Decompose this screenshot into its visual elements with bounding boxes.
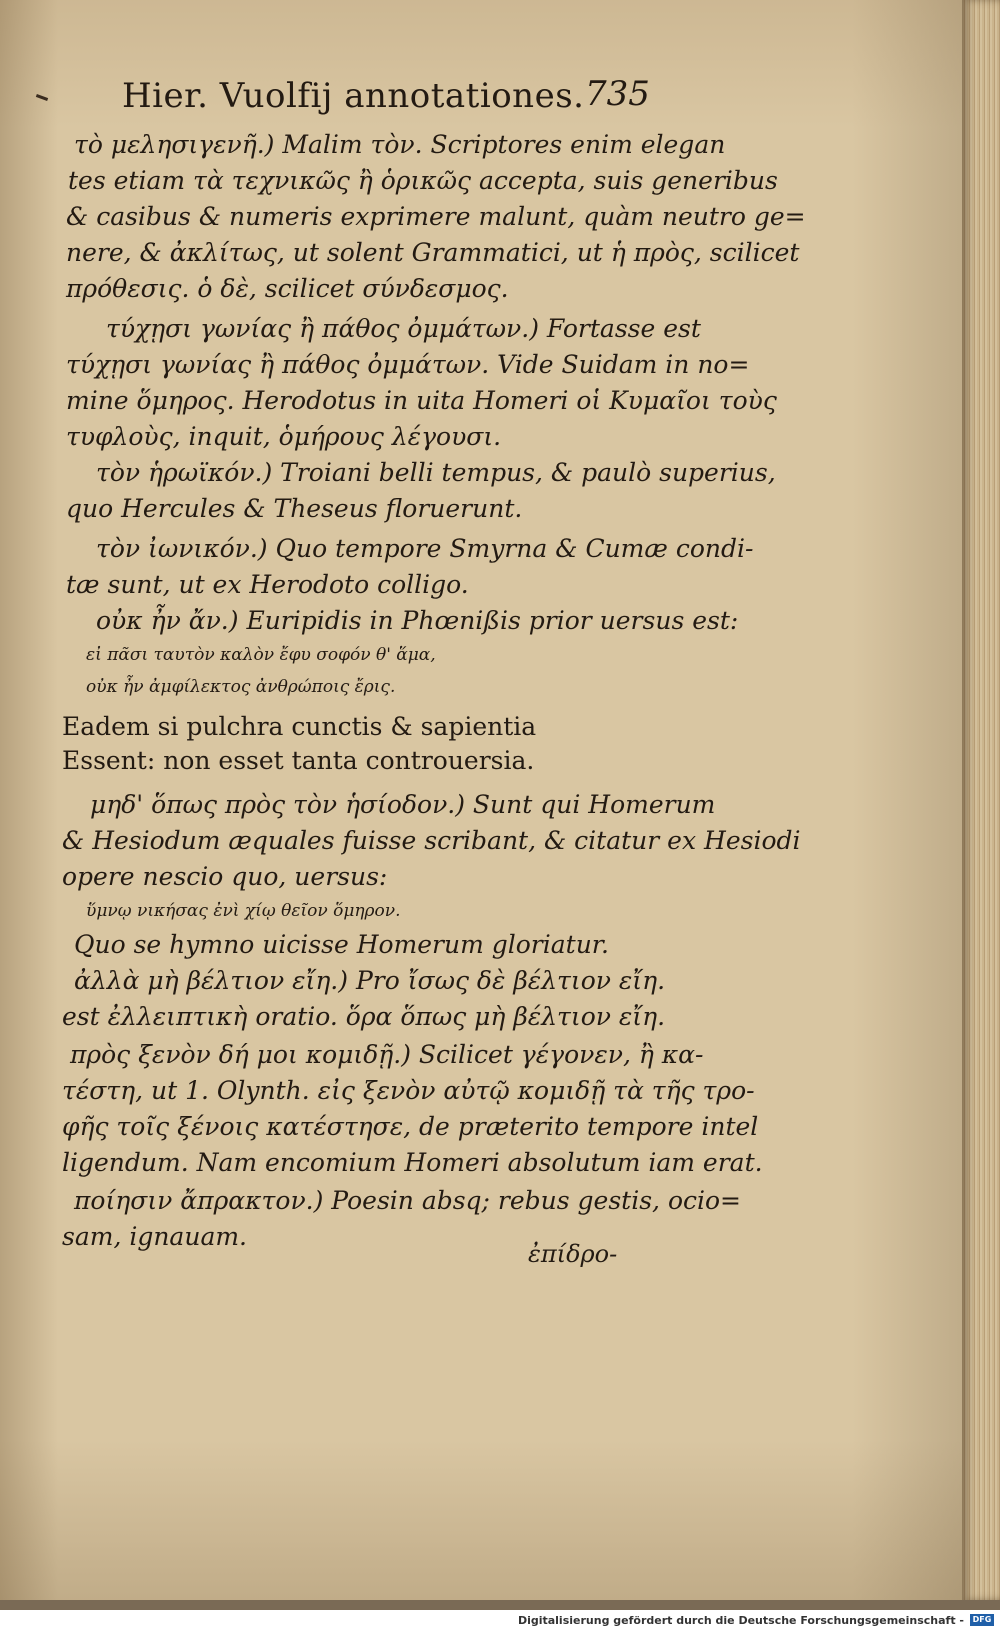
text-line: τέστη, ut 1. Olynth. εἰς ξενὸν αὐτῷ κομιδῇ τὰ τῆς τρο- bbox=[62, 1076, 755, 1105]
text-line: est ἐλλειπτικὴ oratio. ὅρα ὅπως μὴ βέλτιον εἴη. bbox=[62, 1002, 666, 1031]
text-line: εἰ πᾶσι ταυτὸν καλὸν ἔφυ σοφόν θ' ἅμα, bbox=[86, 645, 436, 665]
text-line: τὸ μελησιγενῆ.) Malim τὸν. Scriptores enim elegan bbox=[74, 130, 726, 159]
text-line: nere, & ἀκλίτως, ut solent Grammatici, ut ἡ πρὸς, scilicet bbox=[66, 238, 800, 267]
text-line: Eadem si pulchra cunctis & sapientia bbox=[62, 712, 537, 741]
text-line: φῆς τοῖς ξένοις κατέστησε, de præterito tempore intel bbox=[62, 1112, 759, 1141]
text-line: οὐκ ἦν ἄν.) Euripidis in Phœnißis prior uersus est: bbox=[96, 606, 739, 635]
folio-number: 735 bbox=[585, 74, 650, 114]
text-line: τὸν ἰωνικόν.) Quo tempore Smyrna & Cumæ condi- bbox=[96, 534, 754, 563]
text-line: πρόθεσις. ὁ δὲ, scilicet σύνδεσμος. bbox=[66, 274, 509, 303]
text-line: quo Hercules & Theseus floruerunt. bbox=[66, 494, 523, 523]
footer-credit: Digitalisierung gefördert durch die Deutsche Forschungsgemeinschaft - bbox=[517, 1614, 964, 1627]
text-line: οὐκ ἦν ἀμφίλεκτος ἀνθρώποις ἔρις. bbox=[86, 677, 396, 697]
text-line: tæ sunt, ut ex Herodoto colligo. bbox=[66, 570, 469, 599]
text-line: ὕμνῳ νικήσας ἐνὶ χίῳ θεῖον ὅμηρον. bbox=[86, 901, 401, 921]
margin-mark bbox=[36, 94, 48, 101]
text-line: & Hesiodum æquales fuisse scribant, & citatur ex Hesiodi bbox=[62, 826, 801, 855]
text-line: ἀλλὰ μὴ βέλτιον εἴη.) Pro ἴσως δὲ βέλτιον εἴη. bbox=[74, 966, 666, 995]
text-line: ποίησιν ἄπρακτον.) Poesin absq; rebus gestis, ocio= bbox=[74, 1186, 741, 1215]
running-title: Hier. Vuolfij annotationes. bbox=[122, 76, 585, 116]
page-fore-edge bbox=[962, 0, 1000, 1600]
text-line: τυφλοὺς, inquit, ὁμήρους λέγουσι. bbox=[66, 422, 502, 451]
text-line: & casibus & numeris exprimere malunt, quàm neutro ge= bbox=[66, 202, 806, 231]
text-line: Quo se hymno uicisse Homerum gloriatur. bbox=[74, 930, 609, 959]
text-line: opere nescio quo, uersus: bbox=[62, 862, 388, 891]
text-line: tes etiam τὰ τεχνικῶς ἢ ὁρικῶς accepta, suis generibus bbox=[68, 166, 778, 195]
text-line: τύχῃσι γωνίας ἢ πάθος ὀμμάτων. Vide Suidam in no= bbox=[66, 350, 750, 379]
text-line: τὸν ἡρωϊκόν.) Troiani belli tempus, & paulò superius, bbox=[96, 458, 776, 487]
text-line: mine ὅμηρος. Herodotus in uita Homeri οἱ Κυμαῖοι τοὺς bbox=[66, 386, 777, 415]
text-line: τύχῃσι γωνίας ἢ πάθος ὀμμάτων.) Fortasse est bbox=[106, 314, 701, 343]
dfg-logo: DFG bbox=[970, 1614, 994, 1626]
text-line: μηδ' ὅπως πρὸς τὸν ἡσίοδον.) Sunt qui Homerum bbox=[90, 790, 716, 819]
text-line: sam, ignauam. bbox=[62, 1222, 247, 1251]
text-line: πρὸς ξενὸν δή μοι κομιδῇ.) Scilicet γέγονεν, ἢ κα- bbox=[70, 1040, 704, 1069]
digitization-footer bbox=[0, 1610, 1000, 1631]
text-line: ligendum. Nam encomium Homeri absolutum iam erat. bbox=[62, 1148, 763, 1177]
catchword: ἐπίδρο- bbox=[528, 1240, 618, 1268]
text-line: Essent: non esset tanta controuersia. bbox=[62, 746, 535, 775]
